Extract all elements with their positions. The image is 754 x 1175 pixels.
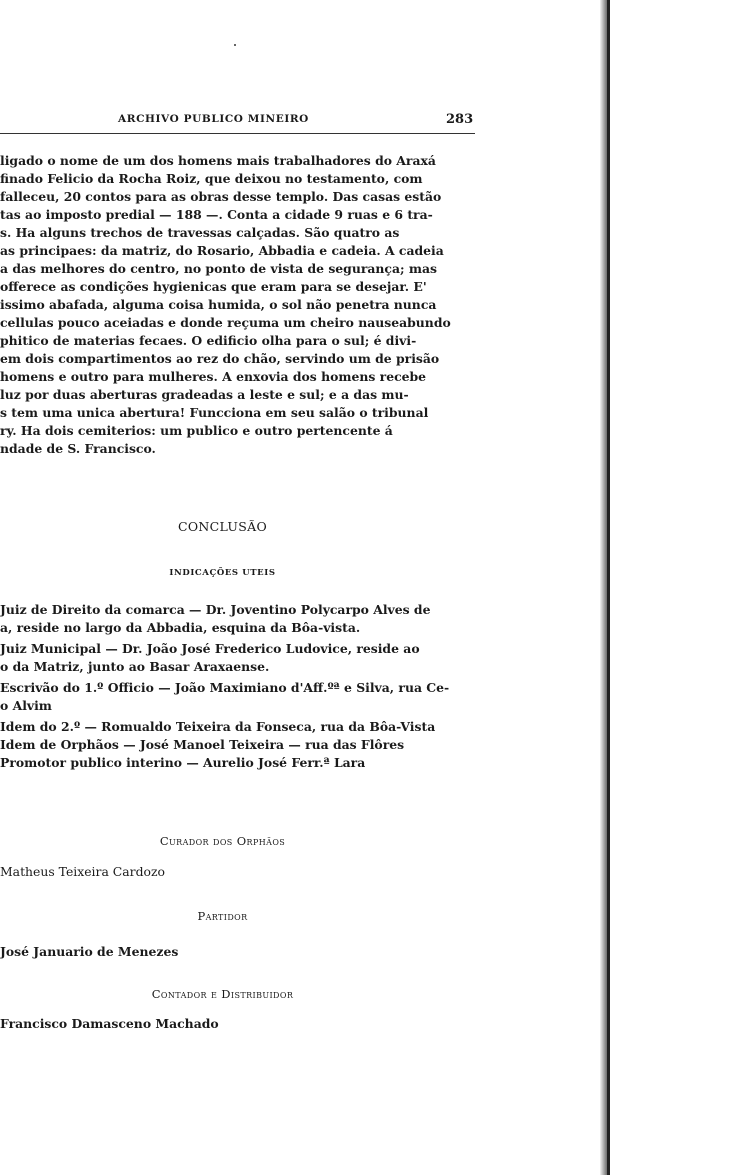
text-line: finado Felicio da Rocha Roiz, que deixou no testamento, com — [0, 171, 423, 186]
header-rule — [0, 133, 475, 134]
text-line: issimo abafada, alguma coisa humida, o sol não penetra nunca — [0, 297, 437, 312]
text-line: cellulas pouco aceiadas e donde reçuma um cheiro nauseabundo — [0, 315, 451, 330]
directory-entry-line: o da Matriz, junto ao Basar Araxaense. — [0, 659, 270, 674]
directory-entry-line: Idem de Orphãos — José Manoel Teixeira — rua das Flôres — [0, 737, 405, 752]
body-paragraph — [0, 152, 478, 458]
directory-entry-line: o Alvim — [0, 698, 52, 713]
conclusion-heading: CONCLUSÃO — [177, 519, 267, 534]
directory-entry-line: Escrivão do 1.º Officio — João Maximiano d'Aff.ºª e Silva, rua Ce- — [0, 680, 450, 695]
print-speck — [234, 44, 236, 46]
text-line: s tem uma unica abertura! Funcciona em seu salão o tribunal — [0, 405, 429, 420]
directory-entry-line: Promotor publico interino — Aurelio José Ferr.ª Lara — [0, 755, 366, 770]
text-line: falleceu, 20 contos para as obras desse templo. Das casas estão — [0, 189, 442, 204]
directory-entry-line: Juiz de Direito da comarca — Dr. Joventino Polycarpo Alves de — [0, 602, 431, 617]
text-line: as principaes: da matriz, do Rosario, Abbadia e cadeia. A cadeia — [0, 243, 444, 258]
officer-name-partidor: José Januario de Menezes — [0, 944, 179, 959]
text-line: phitico de materias fecaes. O edificio olha para o sul; é divi- — [0, 333, 417, 348]
text-line: homens e outro para mulheres. A enxovia dos homens recebe — [0, 369, 427, 384]
section-heading-curador: Curador dos Orphãos — [159, 834, 286, 848]
scan-background — [610, 0, 754, 1175]
running-title: ARCHIVO PUBLICO MINEIRO — [118, 113, 309, 125]
text-line: a das melhores do centro, no ponto de vista de segurança; mas — [0, 261, 437, 276]
directory-entry-line: Juiz Municipal — Dr. João José Frederico Ludovice, reside ao — [0, 641, 420, 656]
section-heading-contador: Contador e Distribuidor — [151, 987, 294, 1001]
text-line: s. Ha alguns trechos de travessas calçadas. São quatro as — [0, 225, 400, 240]
text-line: ndade de S. Francisco. — [0, 441, 156, 456]
text-line: offerece as condições hygienicas que eram para se desejar. E' — [0, 279, 427, 294]
text-line: em dois compartimentos ao rez do chão, servindo um de prisão — [0, 351, 440, 366]
running-header — [0, 113, 480, 131]
directory-entry-line: a, reside no largo da Abbadia, esquina da Bôa-vista. — [0, 620, 361, 635]
official-directory — [0, 601, 478, 772]
text-line: ry. Ha dois cemiterios: um publico e outro pertencente á — [0, 423, 393, 438]
directory-entry-line: Idem do 2.º — Romualdo Teixeira da Fonseca, rua da Bôa-Vista — [0, 719, 436, 734]
text-line: ligado o nome de um dos homens mais trabalhadores do Araxá — [0, 153, 436, 168]
text-line: tas ao imposto predial — 188 —. Conta a cidade 9 ruas e 6 tra- — [0, 207, 433, 222]
section-heading-partidor: Partidor — [197, 909, 248, 923]
officer-name-curador: Matheus Teixeira Cardozo — [0, 864, 165, 879]
text-line: luz por duas aberturas gradeadas a leste e sul; e a das mu- — [0, 387, 409, 402]
page-number: 283 — [446, 112, 474, 127]
useful-info-subheading: INDICAÇÕES UTEIS — [169, 568, 276, 578]
officer-name-contador: Francisco Damasceno Machado — [0, 1016, 219, 1031]
